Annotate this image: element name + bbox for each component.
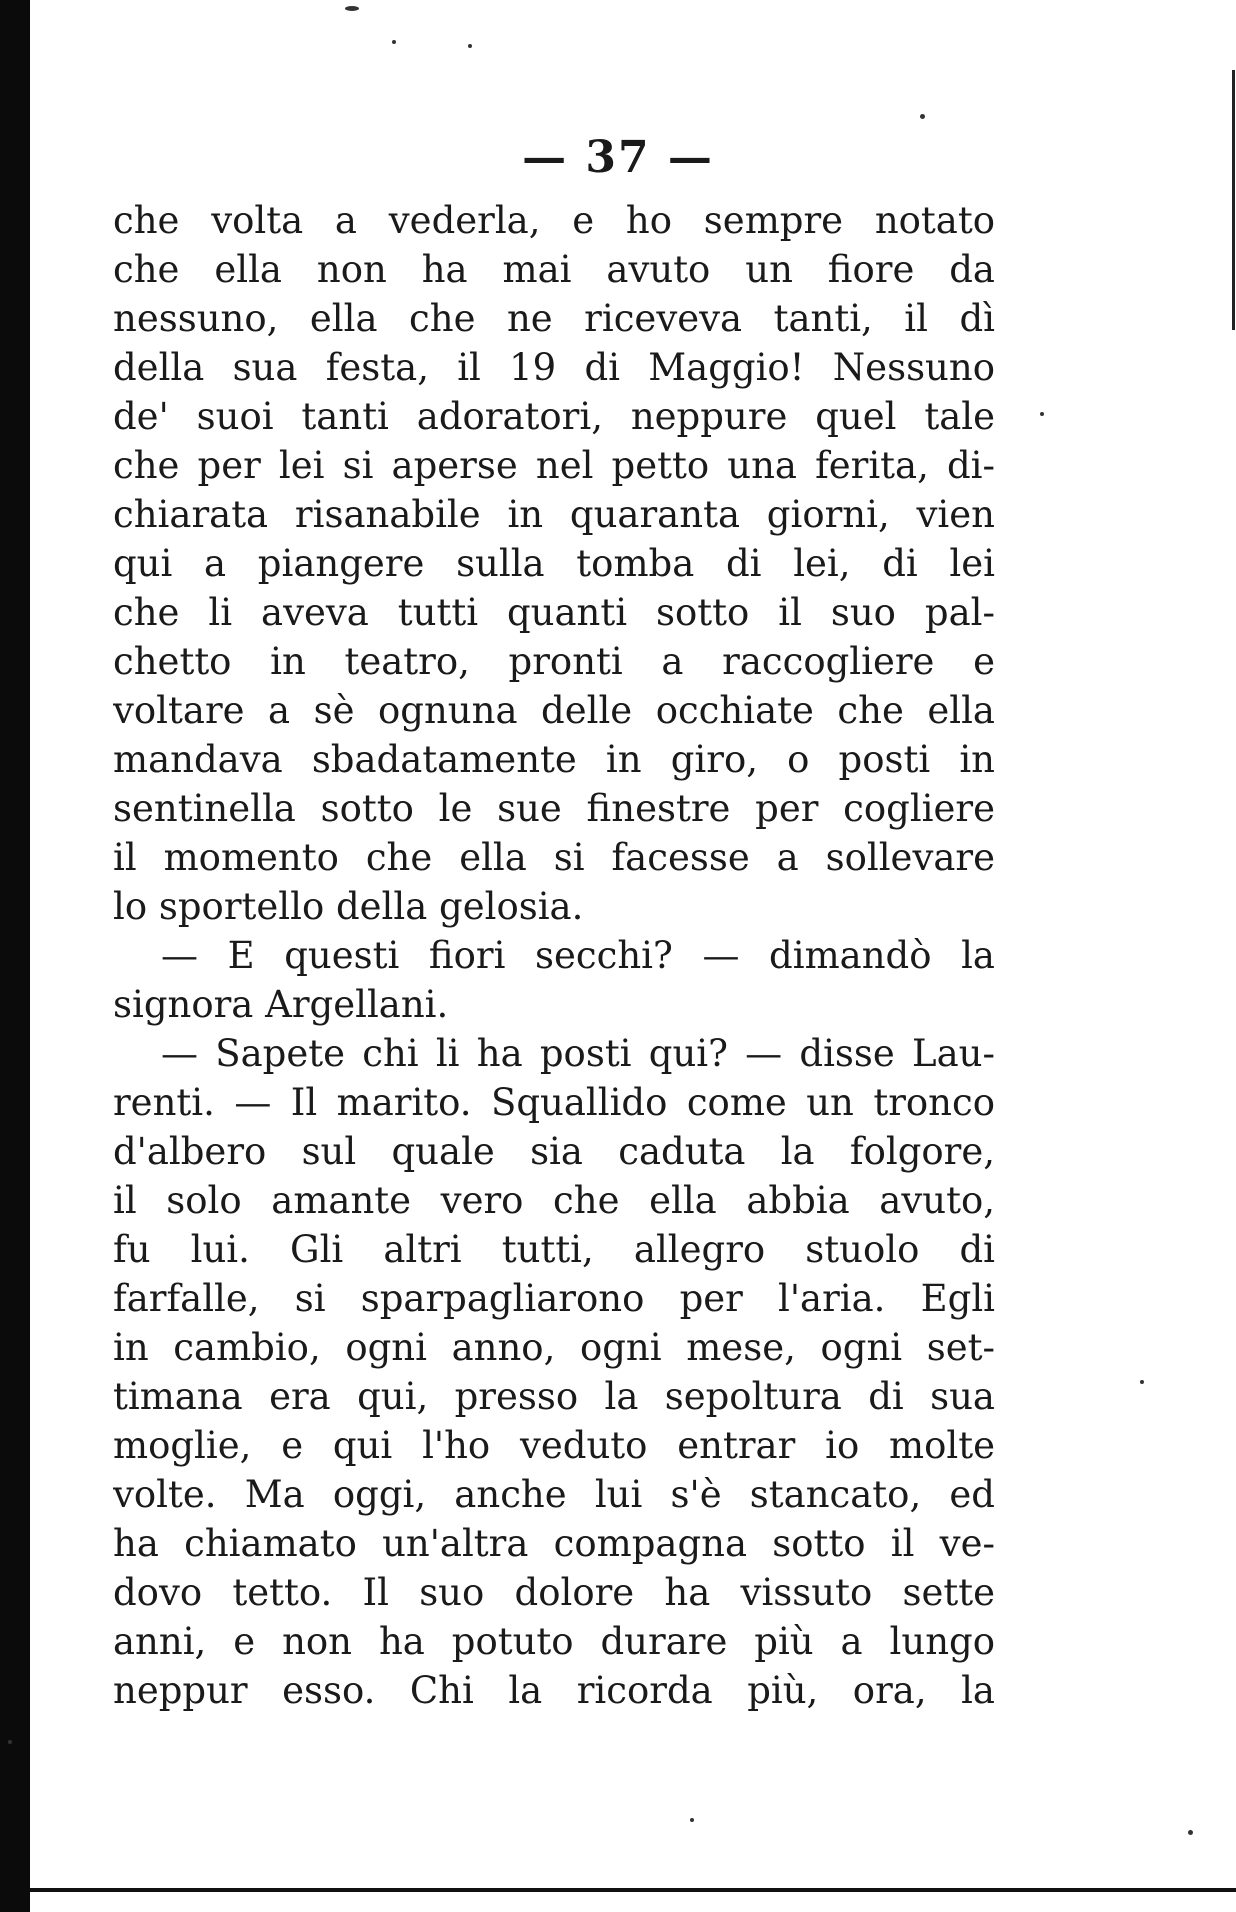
page-number: — 37 —	[522, 132, 714, 183]
text-line: che volta a vederla, e ho sempre notato	[113, 199, 995, 242]
text-line: de' suoi tanti adoratori, neppure quel tale	[113, 395, 995, 438]
scan-speck	[1040, 412, 1044, 416]
text-line: ha chiamato un'altra compagna sotto il ve-	[113, 1522, 995, 1565]
text-line: nessuno, ella che ne riceveva tanti, il dì	[113, 297, 995, 340]
text-line: il momento che ella si facesse a sollevare	[113, 836, 995, 879]
scan-edge-bar	[0, 0, 30, 1912]
scan-speck	[8, 1740, 12, 1744]
text-line: che li aveva tutti quanti sotto il suo pal-	[113, 591, 995, 634]
text-line: anni, e non ha potuto durare più a lungo	[113, 1620, 995, 1663]
text-line: della sua festa, il 19 di Maggio! Nessuno	[113, 346, 995, 389]
scan-right-rule	[1232, 70, 1235, 330]
text-line: neppur esso. Chi la ricorda più, ora, la	[113, 1669, 995, 1712]
body-text	[113, 196, 995, 1715]
text-line: — E questi fiori secchi? — dimandò la	[161, 934, 995, 977]
scan-speck	[920, 114, 925, 119]
scan-bottom-line	[30, 1888, 1236, 1892]
text-line: qui a piangere sulla tomba di lei, di lei	[113, 542, 995, 585]
text-line: sentinella sotto le sue finestre per cogliere	[113, 787, 995, 830]
scan-speck	[690, 1818, 694, 1822]
text-line: moglie, e qui l'ho veduto entrar io molte	[113, 1424, 995, 1467]
text-line: volte. Ma oggi, anche lui s'è stancato, ed	[113, 1473, 995, 1516]
text-line: signora Argellani.	[113, 983, 449, 1026]
scan-speck	[1140, 1380, 1144, 1384]
text-line: dovo tetto. Il suo dolore ha vissuto sette	[113, 1571, 995, 1614]
text-line: chetto in teatro, pronti a raccogliere e	[113, 640, 995, 683]
text-line: che ella non ha mai avuto un fiore da	[113, 248, 995, 291]
scan-speck	[392, 40, 396, 44]
text-line: mandava sbadatamente in giro, o posti in	[113, 738, 995, 781]
text-line: il solo amante vero che ella abbia avuto,	[113, 1179, 995, 1222]
text-line: che per lei si aperse nel petto una ferita, di-	[113, 444, 995, 487]
text-line: chiarata risanabile in quaranta giorni, vien	[113, 493, 995, 536]
scan-speck	[345, 6, 359, 11]
scan-speck	[1188, 1830, 1193, 1835]
text-line: in cambio, ogni anno, ogni mese, ogni set-	[113, 1326, 995, 1369]
text-line: farfalle, si sparpagliarono per l'aria. Egli	[113, 1277, 995, 1320]
text-line: d'albero sul quale sia caduta la folgore,	[113, 1130, 995, 1173]
scan-speck	[468, 44, 472, 48]
text-line: renti. — Il marito. Squallido come un tronco	[113, 1081, 995, 1124]
text-line: — Sapete chi li ha posti qui? — disse Lau-	[161, 1032, 995, 1075]
text-line: voltare a sè ognuna delle occhiate che ella	[113, 689, 995, 732]
text-line: lo sportello della gelosia.	[113, 885, 584, 928]
text-line: fu lui. Gli altri tutti, allegro stuolo di	[113, 1228, 995, 1271]
text-line: timana era qui, presso la sepoltura di sua	[113, 1375, 995, 1418]
